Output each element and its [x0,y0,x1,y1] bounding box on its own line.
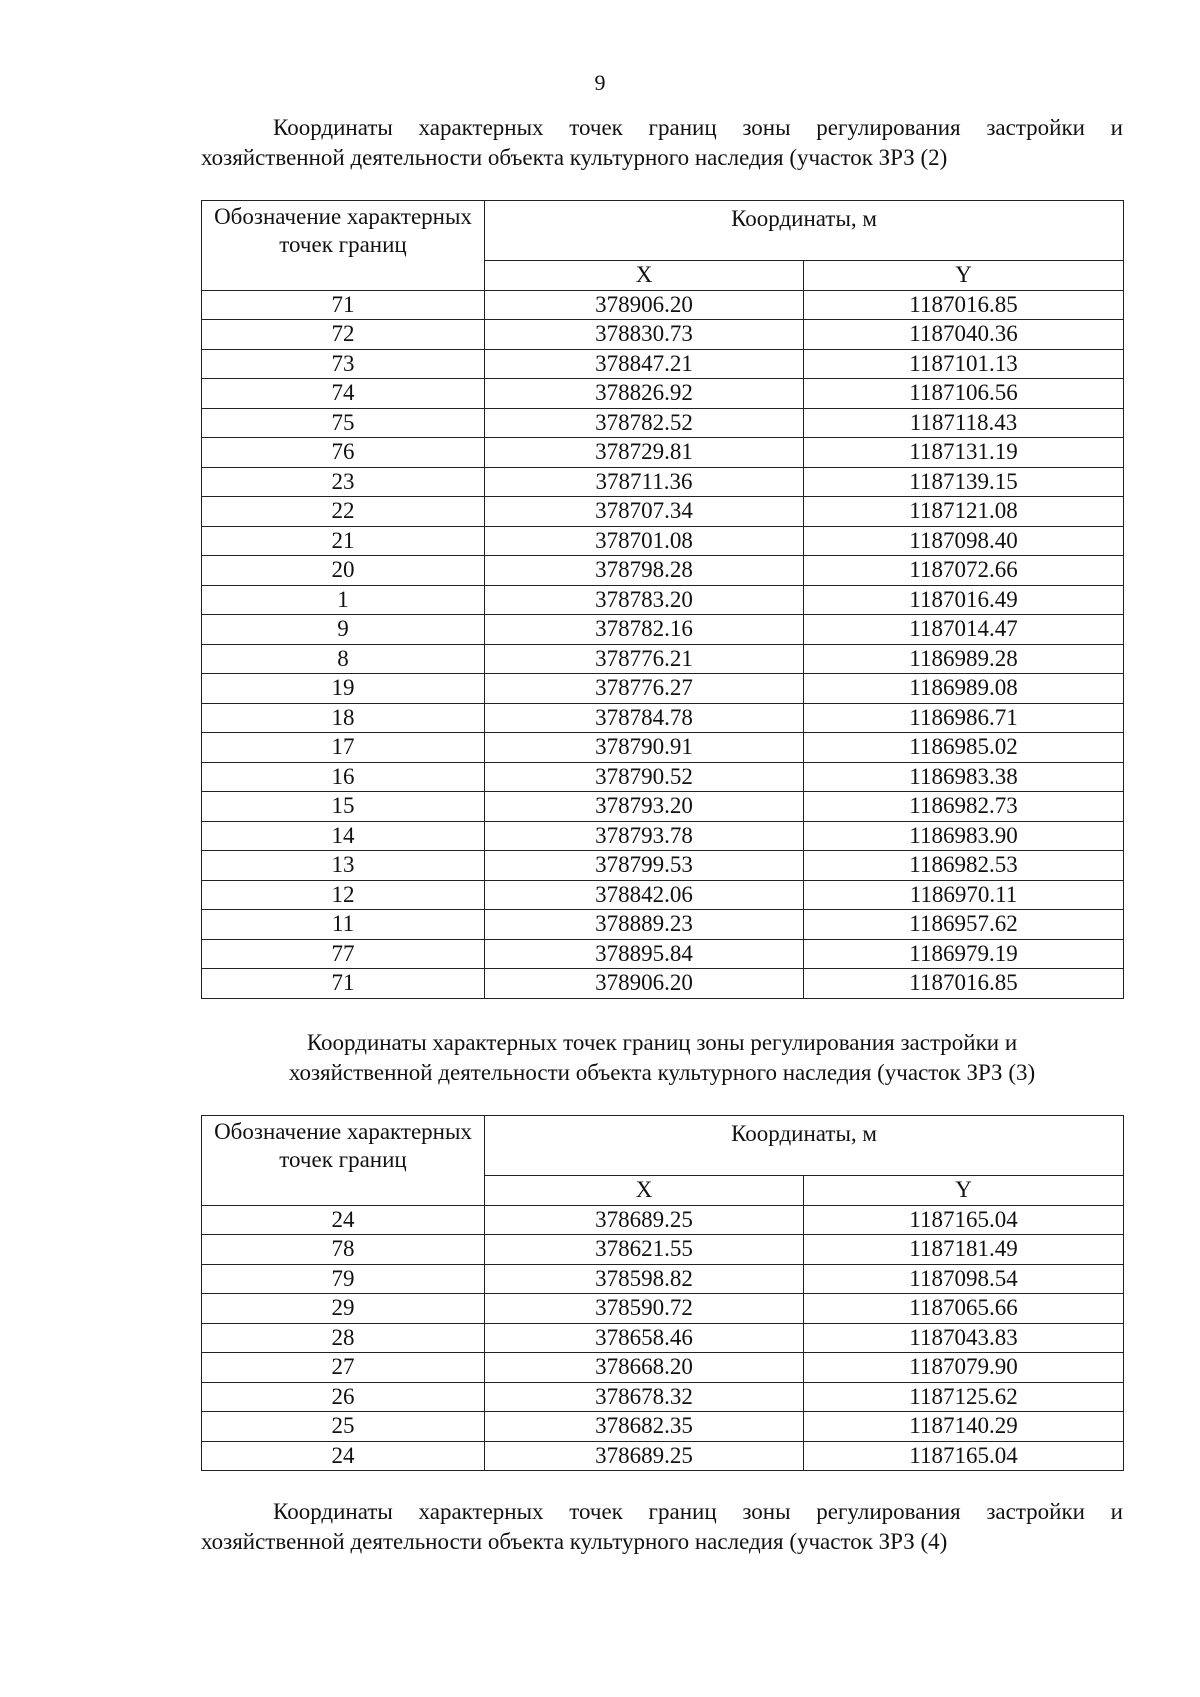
x-coordinate-cell: 378847.21 [485,349,804,379]
table-row [202,733,1124,763]
header-designation: Обозначение характерных точек границ [202,201,485,291]
y-coordinate-cell: 1187016.85 [804,290,1124,320]
table-row [202,1382,1124,1412]
y-coordinate-cell: 1186982.53 [804,851,1124,881]
x-coordinate-cell: 378729.81 [485,438,804,468]
point-number-cell: 25 [202,1412,485,1442]
table-row [202,1235,1124,1265]
point-number-cell: 14 [202,821,485,851]
x-coordinate-cell: 378842.06 [485,880,804,910]
table-row [202,1264,1124,1294]
x-coordinate-cell: 378776.27 [485,674,804,704]
x-coordinate-cell: 378906.20 [485,290,804,320]
point-number-cell: 74 [202,379,485,409]
point-number-cell: 76 [202,438,485,468]
header-designation: Обозначение характерных точек границ [202,1116,485,1206]
y-coordinate-cell: 1187106.56 [804,379,1124,409]
y-coordinate-cell: 1186982.73 [804,792,1124,822]
table-row [202,703,1124,733]
table-row [202,290,1124,320]
x-coordinate-cell: 378895.84 [485,939,804,969]
x-coordinate-cell: 378798.28 [485,556,804,586]
point-number-cell: 73 [202,349,485,379]
x-coordinate-cell: 378701.08 [485,526,804,556]
y-coordinate-cell: 1186983.38 [804,762,1124,792]
table-row [202,497,1124,527]
y-coordinate-cell: 1187131.19 [804,438,1124,468]
x-coordinate-cell: 378784.78 [485,703,804,733]
header-y: Y [804,1176,1124,1206]
point-number-cell: 24 [202,1441,485,1471]
coordinates-table-zrz-2 [201,200,1124,999]
x-coordinate-cell: 378668.20 [485,1353,804,1383]
section-heading-zrz-3 [201,1028,1123,1088]
section-heading-zrz-4 [201,1497,1123,1557]
point-number-cell: 71 [202,290,485,320]
table-row [202,939,1124,969]
x-coordinate-cell: 378590.72 [485,1294,804,1324]
point-number-cell: 28 [202,1323,485,1353]
table-row [202,880,1124,910]
point-number-cell: 12 [202,880,485,910]
x-coordinate-cell: 378906.20 [485,969,804,999]
point-number-cell: 15 [202,792,485,822]
table-row [202,349,1124,379]
x-coordinate-cell: 378689.25 [485,1205,804,1235]
point-number-cell: 19 [202,674,485,704]
y-coordinate-cell: 1187098.40 [804,526,1124,556]
x-coordinate-cell: 378776.21 [485,644,804,674]
table-row [202,910,1124,940]
y-coordinate-cell: 1186989.28 [804,644,1124,674]
x-coordinate-cell: 378621.55 [485,1235,804,1265]
table-row [202,320,1124,350]
table-row [202,526,1124,556]
table-row [202,1205,1124,1235]
y-coordinate-cell: 1186983.90 [804,821,1124,851]
point-number-cell: 17 [202,733,485,763]
x-coordinate-cell: 378790.91 [485,733,804,763]
x-coordinate-cell: 378793.20 [485,792,804,822]
y-coordinate-cell: 1186986.71 [804,703,1124,733]
y-coordinate-cell: 1186957.62 [804,910,1124,940]
y-coordinate-cell: 1187014.47 [804,615,1124,645]
point-number-cell: 23 [202,467,485,497]
point-number-cell: 75 [202,408,485,438]
point-number-cell: 72 [202,320,485,350]
table-row [202,408,1124,438]
table-row [202,1294,1124,1324]
y-coordinate-cell: 1187140.29 [804,1412,1124,1442]
x-coordinate-cell: 378782.52 [485,408,804,438]
coordinates-table-zrz-3 [201,1115,1124,1471]
y-coordinate-cell: 1186985.02 [804,733,1124,763]
y-coordinate-cell: 1186970.11 [804,880,1124,910]
x-coordinate-cell: 378830.73 [485,320,804,350]
x-coordinate-cell: 378711.36 [485,467,804,497]
y-coordinate-cell: 1187065.66 [804,1294,1124,1324]
table-row [202,467,1124,497]
table-row [202,1353,1124,1383]
point-number-cell: 26 [202,1382,485,1412]
table-row [202,379,1124,409]
point-number-cell: 29 [202,1294,485,1324]
point-number-cell: 24 [202,1205,485,1235]
x-coordinate-cell: 378689.25 [485,1441,804,1471]
x-coordinate-cell: 378782.16 [485,615,804,645]
heading-line-1: Координаты характерных точек границ зоны регулирования застройки и [273,1499,1123,1524]
y-coordinate-cell: 1187125.62 [804,1382,1124,1412]
table-row [202,556,1124,586]
point-number-cell: 9 [202,615,485,645]
y-coordinate-cell: 1187165.04 [804,1441,1124,1471]
table-row [202,615,1124,645]
y-coordinate-cell: 1187118.43 [804,408,1124,438]
x-coordinate-cell: 378889.23 [485,910,804,940]
header-y: Y [804,261,1124,291]
y-coordinate-cell: 1186979.19 [804,939,1124,969]
y-coordinate-cell: 1187040.36 [804,320,1124,350]
y-coordinate-cell: 1187043.83 [804,1323,1124,1353]
x-coordinate-cell: 378793.78 [485,821,804,851]
table-row [202,821,1124,851]
point-number-cell: 13 [202,851,485,881]
x-coordinate-cell: 378783.20 [485,585,804,615]
point-number-cell: 21 [202,526,485,556]
table-row [202,674,1124,704]
y-coordinate-cell: 1186989.08 [804,674,1124,704]
point-number-cell: 1 [202,585,485,615]
table-row [202,1323,1124,1353]
y-coordinate-cell: 1187079.90 [804,1353,1124,1383]
y-coordinate-cell: 1187098.54 [804,1264,1124,1294]
y-coordinate-cell: 1187016.85 [804,969,1124,999]
section-heading-zrz-2 [201,113,1123,173]
table-row [202,1412,1124,1442]
point-number-cell: 79 [202,1264,485,1294]
y-coordinate-cell: 1187181.49 [804,1235,1124,1265]
table-row [202,585,1124,615]
heading-line-2: хозяйственной деятельности объекта культурного наследия (участок ЗРЗ (3) [288,1060,1036,1085]
x-coordinate-cell: 378598.82 [485,1264,804,1294]
table-row [202,438,1124,468]
y-coordinate-cell: 1187165.04 [804,1205,1124,1235]
header-coordinates: Координаты, м [485,201,1124,261]
heading-line-1: Координаты характерных точек границ зоны регулирования застройки и [273,115,1123,140]
point-number-cell: 16 [202,762,485,792]
point-number-cell: 71 [202,969,485,999]
x-coordinate-cell: 378799.53 [485,851,804,881]
point-number-cell: 20 [202,556,485,586]
header-x: X [485,1176,804,1206]
y-coordinate-cell: 1187139.15 [804,467,1124,497]
table-row [202,1441,1124,1471]
table-row [202,762,1124,792]
table-row [202,792,1124,822]
table-row [202,644,1124,674]
point-number-cell: 27 [202,1353,485,1383]
table-row [202,851,1124,881]
y-coordinate-cell: 1187072.66 [804,556,1124,586]
y-coordinate-cell: 1187016.49 [804,585,1124,615]
x-coordinate-cell: 378790.52 [485,762,804,792]
header-coordinates: Координаты, м [485,1116,1124,1176]
y-coordinate-cell: 1187101.13 [804,349,1124,379]
header-x: X [485,261,804,291]
x-coordinate-cell: 378678.32 [485,1382,804,1412]
point-number-cell: 18 [202,703,485,733]
x-coordinate-cell: 378682.35 [485,1412,804,1442]
x-coordinate-cell: 378826.92 [485,379,804,409]
x-coordinate-cell: 378658.46 [485,1323,804,1353]
point-number-cell: 22 [202,497,485,527]
point-number-cell: 8 [202,644,485,674]
heading-line-2: хозяйственной деятельности объекта культурного наследия (участок ЗРЗ (4) [201,1529,948,1554]
point-number-cell: 11 [202,910,485,940]
heading-line-2: хозяйственной деятельности объекта культурного наследия (участок ЗРЗ (2) [201,145,948,170]
table-row [202,969,1124,999]
page-number: 9 [594,70,606,95]
heading-line-1: Координаты характерных точек границ зоны регулирования застройки и [306,1030,1018,1055]
x-coordinate-cell: 378707.34 [485,497,804,527]
y-coordinate-cell: 1187121.08 [804,497,1124,527]
point-number-cell: 78 [202,1235,485,1265]
point-number-cell: 77 [202,939,485,969]
